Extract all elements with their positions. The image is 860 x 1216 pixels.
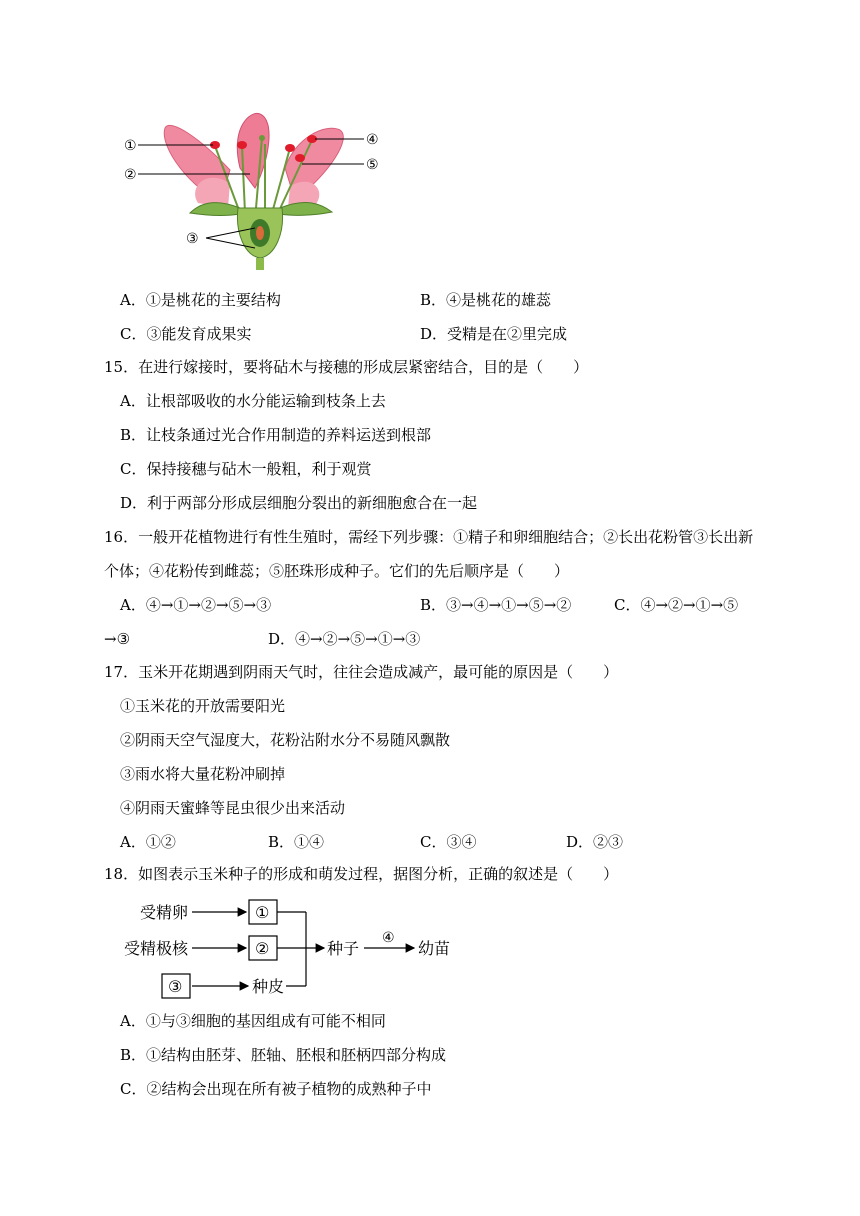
flower-label-3: ③ xyxy=(186,231,199,247)
q17-statement-1: ①玉米花的开放需要阳光 xyxy=(120,697,286,715)
q14-option-b: B．④是桃花的雄蕊 xyxy=(420,291,552,309)
q17-option-b: B．①④ xyxy=(268,833,325,851)
box-3-label: ③ xyxy=(168,977,183,996)
q18-option-b: B．①结构由胚芽、胚轴、胚根和胚柄四部分构成 xyxy=(120,1046,447,1064)
seed-coat-label: 种皮 xyxy=(252,977,285,996)
fertilized-egg-label: 受精卵 xyxy=(140,903,189,922)
q18-option-a: A．①与③细胞的基因组成有可能不相同 xyxy=(120,1012,386,1030)
flower-label-4: ④ xyxy=(366,132,379,148)
q17-statement-2: ②阴雨天空气湿度大，花粉沾附水分不易随风飘散 xyxy=(120,731,451,749)
q14-option-d: D．受精是在②里完成 xyxy=(420,325,568,343)
seed-label: 种子 xyxy=(327,939,360,958)
stem xyxy=(256,258,264,270)
q17-option-d: D．②③ xyxy=(566,833,624,851)
seedling-label: 幼苗 xyxy=(418,939,451,958)
peach-flower-diagram xyxy=(120,108,400,273)
q16-option-c: C．④→②→①→⑤ xyxy=(614,596,739,614)
box-1-label: ① xyxy=(255,903,270,922)
ovule xyxy=(256,226,264,240)
q16-stem-line1: 16．一般开花植物进行有性生殖时，需经下列步骤：①精子和卵细胞结合；②长出花粉管③长出新 xyxy=(104,528,754,546)
box-2-label: ② xyxy=(255,939,270,958)
q16-option-a: A．④→①→②→⑤→③ xyxy=(120,596,272,614)
petals xyxy=(164,113,343,208)
flower-label-1: ① xyxy=(124,138,137,154)
fertilized-polar-label: 受精极核 xyxy=(124,939,189,958)
q15-stem: 15．在进行嫁接时，要将砧木与接穗的形成层紧密结合，目的是（ ） xyxy=(104,358,589,376)
q15-option-b: B．让枝条通过光合作用制造的养料运送到根部 xyxy=(120,426,432,444)
q17-option-a: A．①② xyxy=(120,833,176,851)
q15-option-a: A．让根部吸收的水分能运输到枝条上去 xyxy=(120,392,386,410)
q18-stem: 18．如图表示玉米种子的形成和萌发过程，据图分析，正确的叙述是（ ） xyxy=(104,865,619,883)
q17-stem: 17．玉米开花期遇到阴雨天气时，往往会造成减产，最可能的原因是（ ） xyxy=(104,663,619,681)
q15-option-d: D．利于两部分形成层细胞分裂出的新细胞愈合在一起 xyxy=(120,494,478,512)
stigma xyxy=(259,135,265,141)
q15-option-c: C．保持接穗与砧木一般粗，利于观赏 xyxy=(120,460,372,478)
flower-label-2: ② xyxy=(124,167,137,183)
q17-option-c: C．③④ xyxy=(420,833,477,851)
flower-label-5: ⑤ xyxy=(366,157,379,173)
q14-option-a: A．①是桃花的主要结构 xyxy=(120,291,281,309)
q17-statement-3: ③雨水将大量花粉冲刷掉 xyxy=(120,765,286,783)
q16-option-d: D．④→②→⑤→①→③ xyxy=(268,630,421,648)
q16-stem-line2: 个体；④花粉传到雌蕊；⑤胚珠形成种子。它们的先后顺序是（ ） xyxy=(104,562,570,580)
q14-option-c: C．③能发育成果实 xyxy=(120,325,252,343)
q17-statement-4: ④阴雨天蜜蜂等昆虫很少出来活动 xyxy=(120,799,346,817)
arrow-4-label: ④ xyxy=(382,930,395,946)
q16-option-c-cont: →③ xyxy=(104,630,131,648)
corn-seed-flow-diagram xyxy=(120,892,460,1004)
q18-option-c: C．②结构会出现在所有被子植物的成熟种子中 xyxy=(120,1080,432,1098)
q16-option-b: B．③→④→①→⑤→② xyxy=(420,596,572,614)
